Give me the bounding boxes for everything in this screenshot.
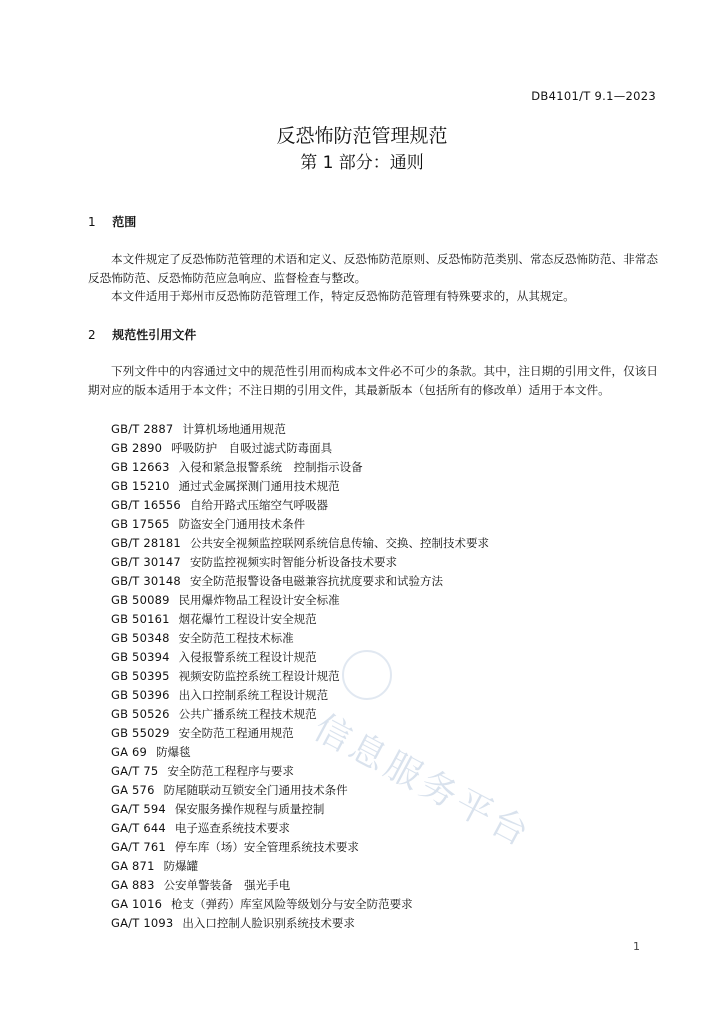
reference-title: 呼吸防护 自吸过滤式防毒面具 (171, 441, 333, 455)
reference-title: 安全防范工程程序与要求 (167, 764, 294, 778)
reference-title: 公共安全视频监控联网系统信息传输、交换、控制技术要求 (189, 536, 489, 550)
section-number: 2 (88, 328, 96, 342)
reference-title: 出入口控制系统工程设计规范 (178, 688, 329, 702)
reference-code: GB 50526 (111, 707, 170, 721)
reference-title: 公安单警装备 强光手电 (163, 878, 291, 892)
reference-item (111, 591, 489, 610)
reference-title: 安全防范工程技术标准 (178, 631, 294, 645)
reference-code: GB 50348 (111, 631, 170, 645)
references-intro-paragraph: 下列文件中的内容通过文中的规范性引用而构成本文件必不可少的条款。其中，注日期的引用文件，仅该日期对应的版本适用于本文件；不注日期的引用文件，其最新版本（包括所有的修改单）适用于本文件。 (88, 364, 658, 397)
reference-item (111, 914, 489, 933)
reference-item (111, 762, 489, 781)
reference-code: GB 50396 (111, 688, 170, 702)
reference-title: 防爆毯 (156, 745, 191, 759)
reference-code: GB 50161 (111, 612, 170, 626)
reference-title: 自给开路式压缩空气呼吸器 (189, 498, 328, 512)
reference-item (111, 458, 489, 477)
reference-item (111, 781, 489, 800)
reference-code: GB/T 28181 (111, 536, 181, 550)
standard-code: DB4101/T 9.1—2023 (531, 89, 656, 103)
reference-item (111, 553, 489, 572)
reference-code: GB/T 2887 (111, 422, 174, 436)
reference-code: GB/T 30147 (111, 555, 181, 569)
reference-title: 出入口控制人脸识别系统技术要求 (182, 916, 355, 930)
reference-title: 防尾随联动互锁安全门通用技术条件 (163, 783, 348, 797)
reference-title: 安全防范报警设备电磁兼容抗扰度要求和试验方法 (189, 574, 443, 588)
reference-code: GB 2890 (111, 441, 163, 455)
reference-item (111, 534, 489, 553)
watermark-text: 信息服务平台 (306, 707, 539, 856)
reference-code: GA 883 (111, 878, 155, 892)
reference-title: 公共广播系统工程技术规范 (178, 707, 317, 721)
reference-item (111, 572, 489, 591)
reference-item (111, 895, 489, 914)
reference-title: 入侵报警系统工程设计规范 (178, 650, 317, 664)
reference-code: GB 12663 (111, 460, 170, 474)
reference-item (111, 420, 489, 439)
reference-code: GA/T 594 (111, 802, 166, 816)
reference-code: GB 55029 (111, 726, 170, 740)
reference-item (111, 667, 489, 686)
reference-title: 防爆罐 (163, 859, 199, 873)
reference-item (111, 800, 489, 819)
reference-title: 入侵和紧急报警系统 控制指示设备 (178, 460, 363, 474)
reference-code: GB 15210 (111, 479, 170, 493)
section-number: 1 (88, 215, 96, 229)
reference-title: 视频安防监控系统工程设计规范 (178, 669, 340, 683)
section-title: 规范性引用文件 (112, 328, 197, 342)
reference-code: GB 50395 (111, 669, 170, 683)
reference-item (111, 819, 489, 838)
scope-paragraph: 本文件适用于郑州市反恐怖防范管理工作，特定反恐怖防范管理有特殊要求的，从其规定。 (111, 289, 575, 303)
reference-title: 民用爆炸物品工程设计安全标准 (178, 593, 340, 607)
reference-item (111, 876, 489, 895)
reference-code: GA/T 75 (111, 764, 159, 778)
reference-item (111, 724, 489, 743)
reference-title: 计算机场地通用规范 (182, 422, 286, 436)
reference-code: GB/T 30148 (111, 574, 181, 588)
document-title: 反恐怖防范管理规范 (276, 125, 448, 147)
reference-item (111, 648, 489, 667)
reference-title: 停车库（场）安全管理系统技术要求 (174, 840, 359, 854)
reference-title: 通过式金属探测门通用技术规范 (178, 479, 340, 493)
reference-code: GA 69 (111, 745, 148, 759)
reference-code: GA/T 1093 (111, 916, 174, 930)
reference-item (111, 515, 489, 534)
reference-item (111, 496, 489, 515)
reference-title: 电子巡查系统技术要求 (174, 821, 290, 835)
reference-code: GA/T 644 (111, 821, 166, 835)
reference-code: GB 50394 (111, 650, 170, 664)
reference-code: GA 1016 (111, 897, 163, 911)
reference-title: 防盗安全门通用技术条件 (178, 517, 306, 531)
reference-item (111, 857, 489, 876)
reference-code: GA 871 (111, 859, 155, 873)
document-subtitle: 第 1 部分：通则 (300, 153, 424, 173)
reference-title: 枪支（弹药）库室风险等级划分与安全防范要求 (171, 897, 413, 911)
reference-code: GB 50089 (111, 593, 170, 607)
reference-item (111, 838, 489, 857)
reference-code: GB 17565 (111, 517, 170, 531)
reference-item (111, 686, 489, 705)
reference-title: 安全防范工程通用规范 (178, 726, 294, 740)
page-number: 1 (633, 940, 640, 953)
scope-paragraph: 本文件规定了反恐怖防范管理的术语和定义、反恐怖防范原则、反恐怖防范类别、常态反恐怖防范、非常态反恐怖防范、反恐怖防范应急响应、监督检查与整改。 (88, 252, 658, 285)
reference-code: GA/T 761 (111, 840, 166, 854)
reference-item (111, 629, 489, 648)
section-heading-normative-references (88, 326, 196, 343)
reference-item (111, 610, 489, 629)
reference-item (111, 439, 489, 458)
reference-list (111, 420, 489, 933)
reference-item (111, 705, 489, 724)
reference-title: 安防监控视频实时智能分析设备技术要求 (189, 555, 397, 569)
reference-item (111, 477, 489, 496)
section-heading-scope (88, 213, 136, 230)
reference-title: 保安服务操作规程与质量控制 (174, 802, 325, 816)
reference-code: GB/T 16556 (111, 498, 181, 512)
reference-title: 烟花爆竹工程设计安全规范 (178, 612, 317, 626)
reference-item (111, 743, 489, 762)
reference-code: GA 576 (111, 783, 155, 797)
section-title: 范围 (112, 215, 137, 229)
